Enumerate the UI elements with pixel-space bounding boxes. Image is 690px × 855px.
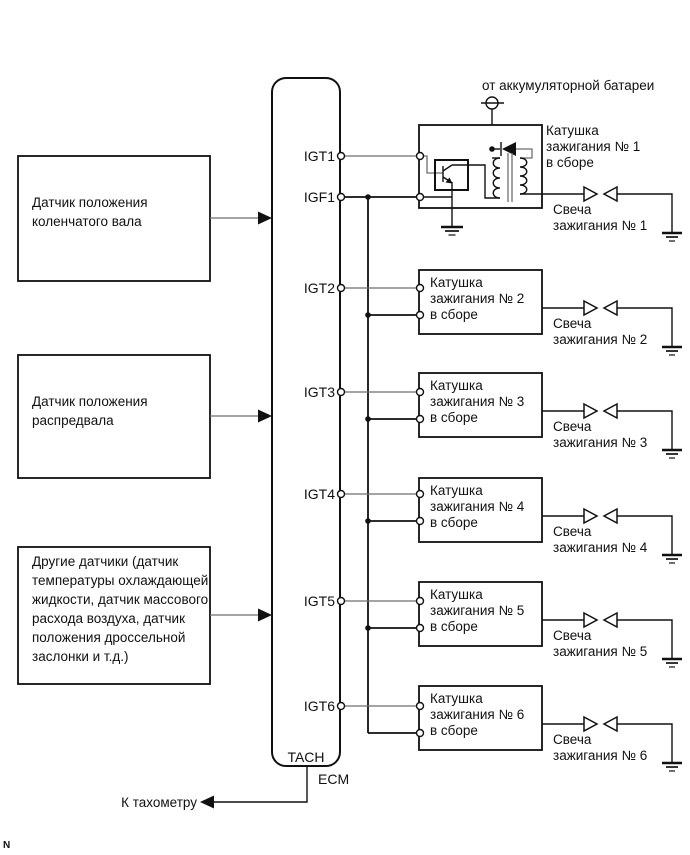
watermark-letter: N (3, 840, 11, 851)
coil-label-line: Катушка (430, 483, 483, 498)
ground-icon (441, 227, 463, 235)
coil-terminal (417, 703, 424, 710)
coil-label-line: в сборе (430, 619, 478, 634)
coil-terminal (417, 285, 424, 292)
coil-terminal (417, 312, 424, 319)
ecm-pin-igt5 (338, 598, 345, 605)
coil-label-line: в сборе (430, 515, 478, 530)
arrow-left-icon (200, 796, 214, 809)
ignition-coil-1-group (338, 123, 683, 241)
plug-label-line: Свеча (553, 419, 592, 434)
ground-icon (662, 555, 682, 563)
ecm-outline (272, 78, 340, 766)
sensor-text-line: Другие датчики (датчик (32, 554, 179, 569)
ecm-pin-igt1 (338, 153, 345, 160)
pin-label-igt2: IGT2 (303, 280, 335, 296)
spark-gap-icon (604, 613, 617, 627)
coil-terminal (417, 491, 424, 498)
plug-label-line: зажигания № 1 (553, 218, 648, 233)
sensor-other-sensors (18, 547, 272, 684)
ignition-coil-4-group (338, 478, 683, 563)
ecm-label: ECM (318, 771, 350, 787)
plug-label-line: Свеча (553, 202, 592, 217)
spark-gap-icon (604, 404, 617, 418)
spark-gap-icon (584, 187, 597, 201)
coil-terminal (417, 598, 424, 605)
tachometer-label: К тахометру (121, 795, 197, 810)
coil-label-line: зажигания № 4 (430, 499, 525, 514)
ground-icon (662, 763, 682, 771)
tachometer-output (121, 766, 307, 810)
plug-label-line: зажигания № 6 (553, 748, 648, 763)
sensor-text-line: температуры охлаждающей (32, 573, 209, 588)
sensor-text-line: жидкости, датчик массового (32, 592, 209, 607)
pin-label-igt3: IGT3 (303, 384, 335, 400)
coil-terminal (417, 194, 424, 201)
ecm-pin-igt6 (338, 703, 345, 710)
junction-dot (365, 518, 371, 524)
coil-label-line: зажигания № 3 (430, 394, 525, 409)
ground-icon (662, 233, 682, 241)
coil-terminal (417, 730, 424, 737)
junction-dot (365, 625, 371, 631)
plug-label-line: Свеча (553, 316, 592, 331)
coil-label-line: зажигания № 1 (546, 139, 641, 154)
plug-label-line: зажигания № 3 (553, 435, 648, 450)
plug-label-line: зажигания № 2 (553, 332, 648, 347)
plug-label-line: зажигания № 5 (553, 644, 648, 659)
coil-label-line: Катушка (430, 378, 483, 393)
ecm-pin-igt4 (338, 491, 345, 498)
coil-label-line: зажигания № 2 (430, 291, 525, 306)
ignition-coil-2-group (338, 270, 683, 355)
spark-gap-icon (604, 187, 617, 201)
arrow-right-icon (258, 410, 272, 423)
spark-gap-icon (584, 613, 597, 627)
sensor-camshaft-position (18, 355, 272, 478)
spark-gap-icon (584, 509, 597, 523)
pin-label-tach: TACH (287, 749, 325, 765)
coil-label-line: в сборе (430, 410, 478, 425)
sensor-text-line: Датчик положения (32, 394, 148, 409)
pin-label-igt4: IGT4 (303, 486, 335, 502)
spark-gap-icon (604, 301, 617, 315)
ignition-coil-3-group (338, 373, 683, 458)
arrow-right-icon (258, 609, 272, 622)
pin-label-igt6: IGT6 (303, 698, 335, 714)
coil-label-line: Катушка (430, 691, 483, 706)
junction-dot (365, 416, 371, 422)
sensor-text-line: Датчик положения (32, 195, 148, 210)
ground-icon (662, 450, 682, 458)
sensor-text-line: заслонки и т.д.) (32, 649, 129, 664)
ecm-pin-igt2 (338, 285, 345, 292)
sensor-text-line: коленчатого вала (32, 214, 142, 229)
ignition-coil-5-group (338, 582, 683, 667)
ignition-coil-6-group (338, 686, 683, 771)
pin-label-igt5: IGT5 (303, 593, 335, 609)
sensor-text-line: расхода воздуха, датчик (32, 611, 185, 626)
coil-terminal (417, 416, 424, 423)
plug-label-line: Свеча (553, 628, 592, 643)
ecm-pin-igf1 (338, 194, 345, 201)
coil-terminal (417, 153, 424, 160)
pin-label-igf1: IGF1 (303, 189, 335, 205)
coil-label-line: Катушка (430, 587, 483, 602)
spark-gap-icon (604, 717, 617, 731)
ecm-block (272, 78, 349, 787)
coil-label-line: Катушка (430, 275, 483, 290)
plug-label-line: Свеча (553, 732, 592, 747)
junction-dot (365, 194, 371, 200)
plug-label-line: зажигания № 4 (553, 540, 648, 555)
spark-gap-icon (584, 717, 597, 731)
sensor-text-line: распредвала (32, 413, 114, 428)
ecm-pin-igt3 (338, 389, 345, 396)
coil-label-line: зажигания № 6 (430, 707, 525, 722)
tach-wire (214, 766, 307, 802)
ground-icon (662, 659, 682, 667)
coil-terminal (417, 389, 424, 396)
coil-label-line: зажигания № 5 (430, 603, 525, 618)
sensor-crankshaft-position (18, 156, 272, 281)
coil-label-line: в сборе (546, 155, 594, 170)
coil-label-line: Катушка (546, 123, 599, 138)
spark-gap-icon (584, 301, 597, 315)
junction-dot (365, 312, 371, 318)
coil-terminal (417, 518, 424, 525)
sensor-text-line: положения дроссельной (32, 630, 186, 645)
battery-label: от аккумуляторной батареи (482, 78, 655, 93)
plug-label-line: Свеча (553, 524, 592, 539)
coil-label-line: в сборе (430, 723, 478, 738)
arrow-right-icon (258, 212, 272, 225)
pin-label-igt1: IGT1 (303, 148, 335, 164)
coil-terminal (417, 625, 424, 632)
spark-gap-icon (584, 404, 597, 418)
coil-label-line: в сборе (430, 307, 478, 322)
spark-gap-icon (604, 509, 617, 523)
ground-icon (662, 347, 682, 355)
